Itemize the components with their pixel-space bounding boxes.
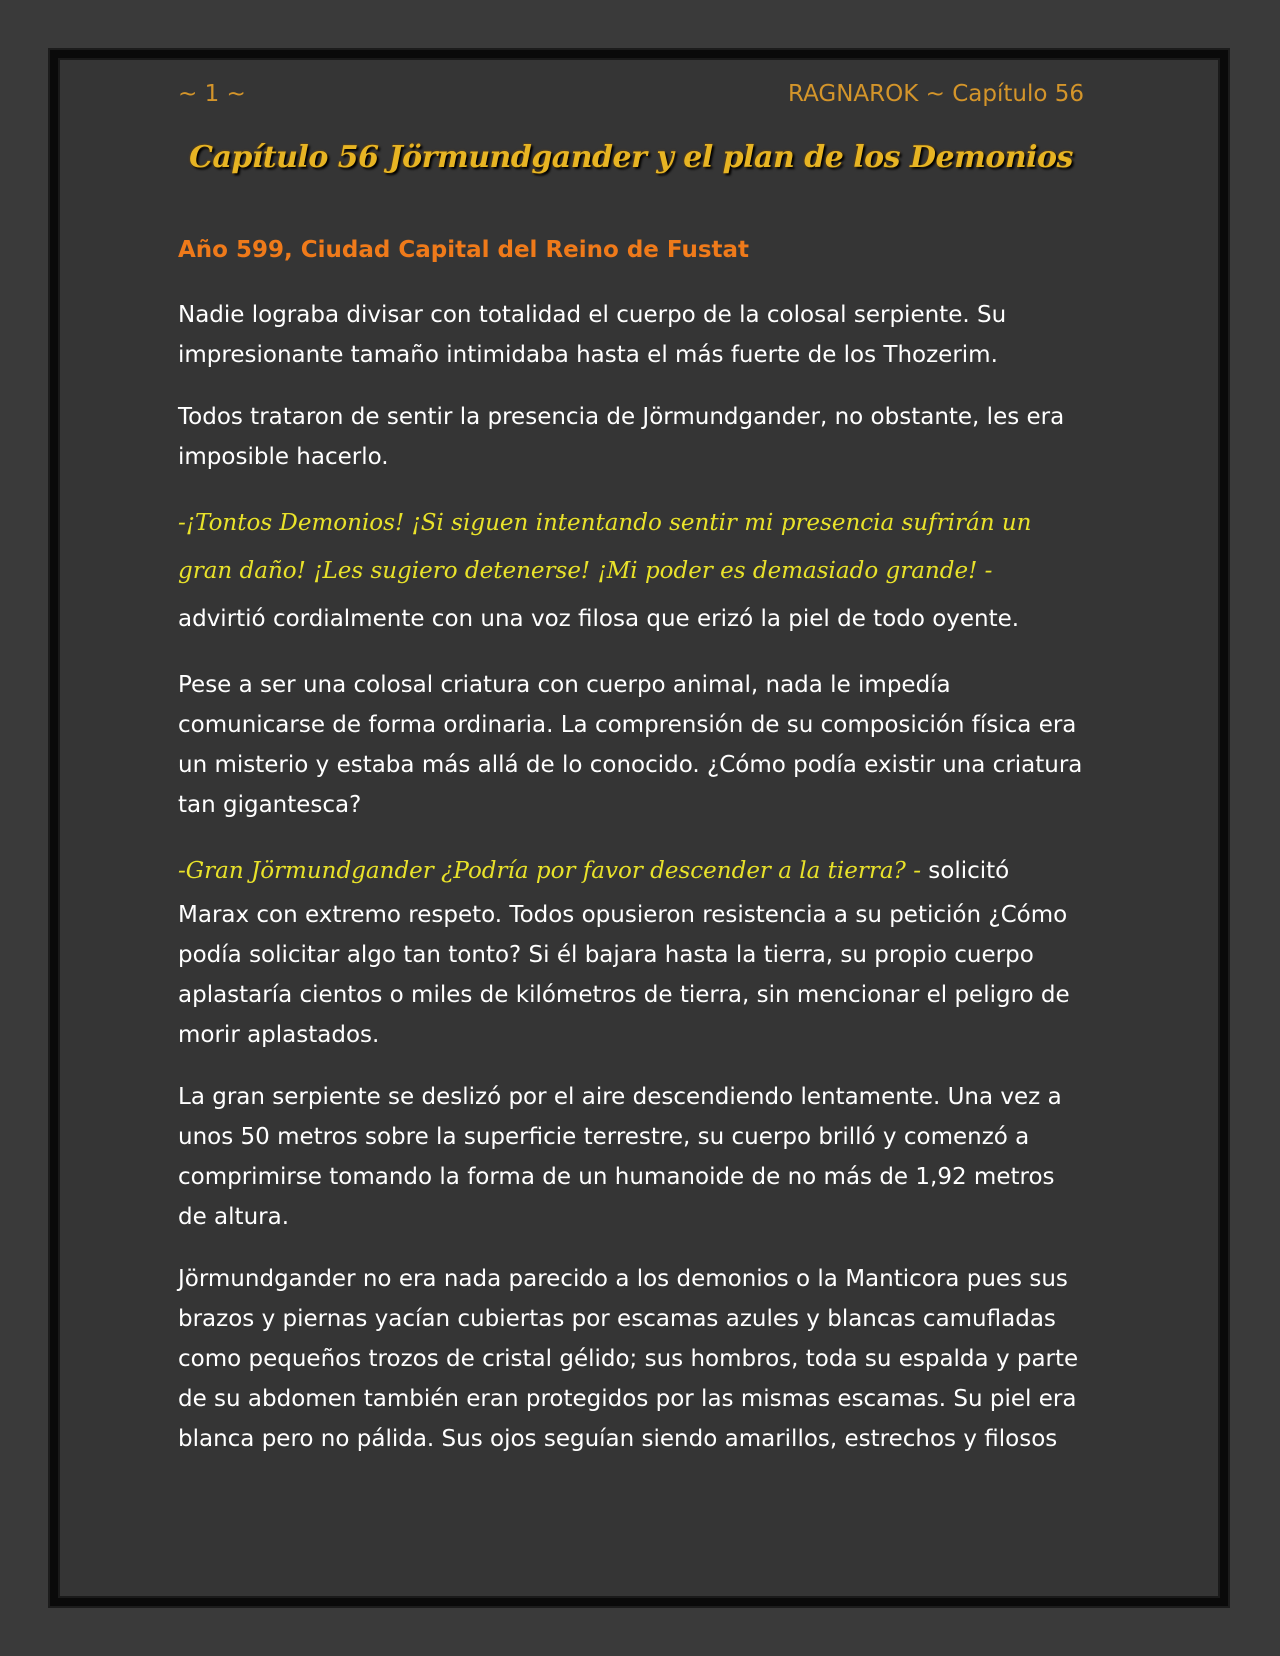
chapter-title: Capítulo 56 Jörmundgander y el plan de los Demonios (189, 140, 1073, 175)
location-line: Año 599, Ciudad Capital del Reino de Fustat (178, 237, 750, 263)
dialogue-jormundgander: -¡Tontos Demonios! ¡Si siguen intentando sentir mi presencia sufrirán un gran daño! ¡Les sugiero detenerse! ¡Mi poder es demasiado grande! - (178, 510, 1032, 584)
paragraph-1: Nadie lograba divisar con totalidad el cuerpo de la colosal serpiente. Su impresionante tamaño intimidaba hasta el más fuerte de los Thozerim. (178, 302, 1007, 368)
paragraph-2: Todos trataron de sentir la presencia de Jörmundgander, no obstante, les era imposible hacerlo. (178, 404, 1065, 470)
paragraph-3 (178, 499, 1084, 643)
dialogue-marax: -Gran Jörmundgander ¿Podría por favor descender a la tierra? - (178, 858, 921, 884)
paragraph-5 (178, 847, 1084, 1055)
running-header (178, 74, 1084, 114)
narration-3: advirtió cordialmente con una voz filosa que erizó la piel de todo oyente. (178, 606, 1020, 632)
running-title: RAGNAROK ~ Capítulo 56 (788, 81, 1084, 107)
page-number: ~ 1 ~ (178, 81, 246, 107)
paragraph-4: Pese a ser una colosal criatura con cuerpo animal, nada le impedía comunicarse de forma ordinaria. La comprensión de su composición física era un misterio y estaba más allá de lo conocido. ¿Cómo podía existir una criatura tan gigantesca? (178, 672, 1083, 818)
narration-5: solicitó Marax con extremo respeto. Todos opusieron resistencia a su petición ¿Cómo podía solicitar algo tan tonto? Si él bajara hasta la tierra, su propio cuerpo aplastaría cientos o miles de kilómetros de tierra, sin mencionar el peligro de morir aplastados. (178, 858, 1070, 1048)
paragraph-7: Jörmundgander no era nada parecido a los demonios o la Manticora pues sus brazos y piernas yacían cubiertas por escamas azules y blancas camufladas como pequeños trozos de cristal gélido; sus hombros, toda su espalda y parte de su abdomen también eran protegidos por las mismas escamas. Su piel era blanca pero no pálida. Sus ojos seguían siendo amarillos, estrechos y filosos (178, 1266, 1079, 1452)
paragraph-6: La gran serpiente se deslizó por el aire descendiendo lentamente. Una vez a unos 50 metros sobre la superficie terrestre, su cuerpo brilló y comenzó a comprimirse tomando la forma de un humanoide de no más de 1,92 metros de altura. (178, 1084, 1062, 1230)
chapter-body (178, 295, 1084, 1481)
